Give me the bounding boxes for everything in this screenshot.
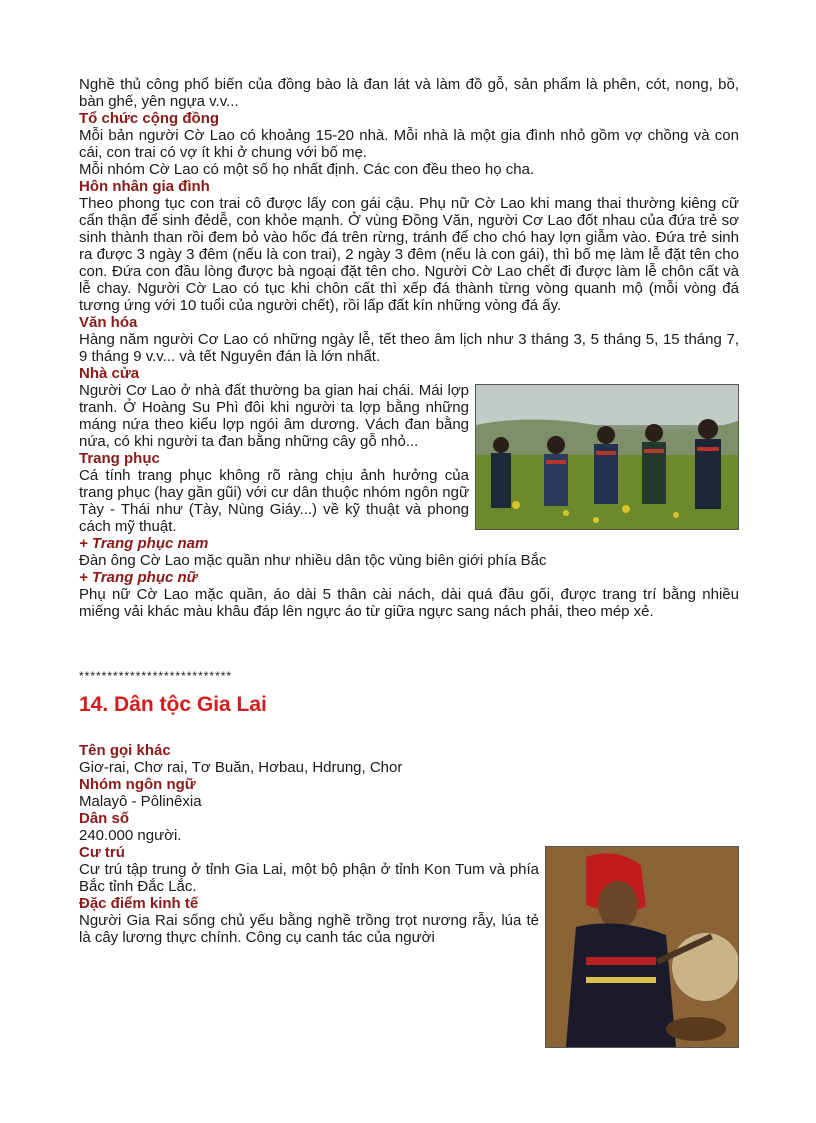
culture-paragraph: Hàng năm người Cơ Lao có những ngày lễ, tết theo âm lịch như 3 tháng 3, 5 tháng 5, 15 tháng 7, 9 tháng 9 v.v... và tết Nguyên đán là lớn nhất. bbox=[79, 331, 739, 365]
social-paragraph-2: Mỗi nhóm Cờ Lao có một số họ nhất định. Các con đều theo họ cha. bbox=[79, 161, 535, 178]
heading-population: Dân số bbox=[79, 810, 130, 827]
heading-social-organization: Tổ chức cộng đồng bbox=[79, 110, 220, 127]
intro-paragraph: Nghề thủ công phổ biến của đồng bào là đan lát và làm đồ gỗ, sản phẩm là phên, cót, nong, bồ, bàn ghế, yên ngựa v.v... bbox=[79, 76, 739, 110]
heading-housing: Nhà cửa bbox=[79, 365, 140, 382]
heading-female-costume: + Trang phục nữ bbox=[79, 569, 198, 586]
heading-economy: Đặc điểm kinh tế bbox=[79, 895, 199, 912]
housing-paragraph: Người Cơ Lao ở nhà đất thường ba gian hai chái. Mái lợp tranh. Ở Hoàng Su Phì đôi khi người ta lợp bằng những máng nứa theo kiểu lợp ngói âm dương. Vách đan bằng nứa, có khi người ta đan bằng những cây gỗ nhỏ... bbox=[79, 382, 469, 450]
colao-women-illustration bbox=[476, 385, 738, 529]
gialai-musician-illustration bbox=[546, 847, 738, 1047]
economy-text: Người Gia Rai sống chủ yếu bằng nghề trồng trọt nương rẫy, lúa tẻ là cây lương thực chính. Công cụ canh tác của người bbox=[79, 912, 539, 946]
gialai-musician-photo bbox=[545, 846, 739, 1048]
heading-residence: Cư trú bbox=[79, 844, 125, 861]
male-costume-paragraph: Đàn ông Cờ Lao mặc quần như nhiều dân tộc vùng biên giới phía Bắc bbox=[79, 552, 547, 569]
language-group-text: Malayô - Pôlinêxia bbox=[79, 793, 202, 810]
residence-text: Cư trú tập trung ở tỉnh Gia Lai, một bộ phận ở tỉnh Kon Tum và phía Bắc tỉnh Đắc Lắc. bbox=[79, 861, 539, 895]
document-page bbox=[79, 76, 739, 1050]
female-costume-paragraph: Phụ nữ Cờ Lao mặc quần, áo dài 5 thân cài nách, dài quá đầu gối, được trang trí bằng nhiều miếng vải khác màu khâu đáp lên ngực áo từ giữa ngực sang nách phải, theo mép xẻ. bbox=[79, 586, 739, 620]
section-title-gia-lai: 14. Dân tộc Gia Lai bbox=[79, 693, 267, 716]
other-names-text: Giơ-rai, Chơ rai, Tơ Buăn, Hơbau, Hdrung, Chor bbox=[79, 759, 403, 776]
social-paragraph-1: Mỗi bản người Cờ Lao có khoảng 15-20 nhà. Mỗi nhà là một gia đình nhỏ gồm vợ chồng và con cái, con trai có vợ ít khi ở chung với bố mẹ. bbox=[79, 127, 739, 161]
colao-women-photo bbox=[475, 384, 739, 530]
section-separator: *************************** bbox=[79, 669, 233, 683]
heading-costume: Trang phục bbox=[79, 450, 160, 467]
population-text: 240.000 người. bbox=[79, 827, 182, 844]
heading-culture: Văn hóa bbox=[79, 314, 138, 331]
heading-male-costume: + Trang phục nam bbox=[79, 535, 209, 552]
heading-other-names: Tên gọi khác bbox=[79, 742, 171, 759]
heading-marriage: Hôn nhân gia đình bbox=[79, 178, 210, 195]
marriage-paragraph: Theo phong tục con trai cô được lấy con gái cậu. Phụ nữ Cờ Lao khi mang thai thường kiêng cữ cẩn thận để sinh đẻdễ, con khỏe mạnh. Ở vùng Đồng Văn, người Cơ Lao đốt nhau của đứa trẻ sơ sinh thành than rồi đem bỏ vào hốc đá trên rừng, tránh để cho chó hay lợn giẫm vào. Đứa trẻ sinh ra được 3 ngày 3 đêm (nếu là con trai), 2 ngày 3 đêm (nếu là con gái), thì bố mẹ làm lễ đặt tên cho con. Đứa con đầu lòng được bà ngoại đặt tên cho. Người Cờ Lao chết đi được làm lễ chôn cất và lễ chay. Người Cờ Lao có tục khi chôn cất thì xếp đá thành từng vòng quanh mộ (mỗi vòng đá tương ứng với 10 tuổi của người chết), rồi lấp đất kín những vòng đá ấy. bbox=[79, 195, 739, 314]
costume-paragraph: Cá tính trang phục không rõ ràng chịu ảnh hưởng của trang phục (hay gần gũi) với cư dân thuộc nhóm ngôn ngữ Tày - Thái như (Tày, Nùng Giáy...) về kỹ thuật và phong cách mỹ thuật. bbox=[79, 467, 469, 535]
heading-language-group: Nhóm ngôn ngữ bbox=[79, 776, 196, 793]
